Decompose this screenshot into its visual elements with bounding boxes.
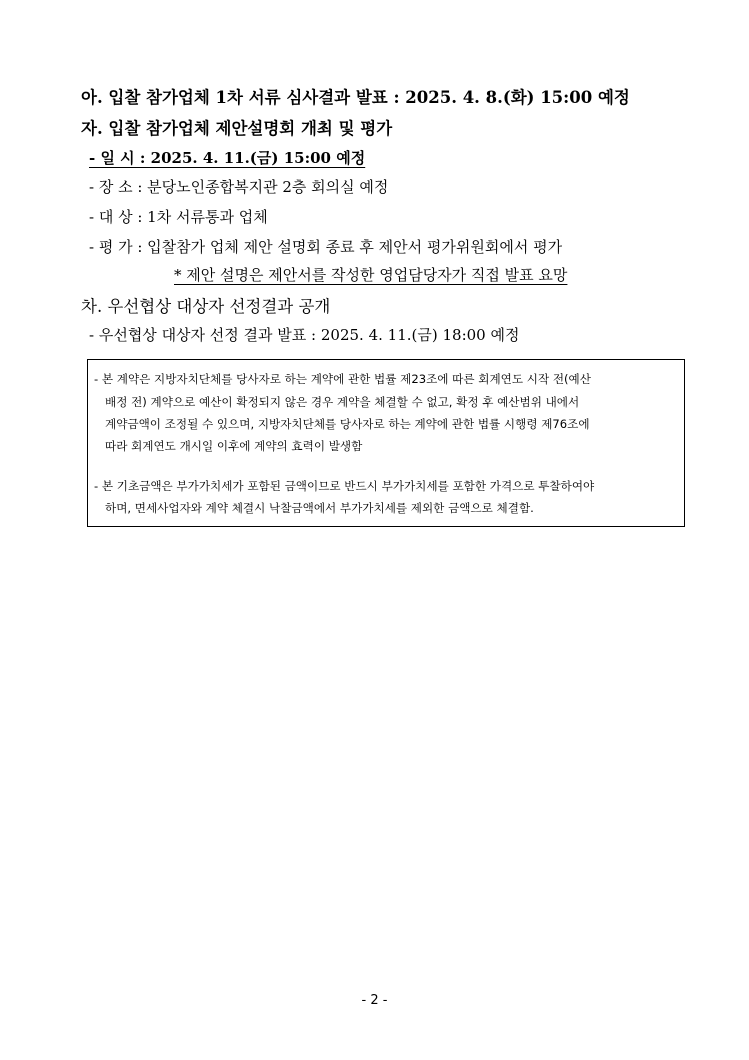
section-ja-note: * 제안 설명은 제안서를 작성한 영업담당자가 직접 발표 요망 bbox=[174, 266, 568, 284]
section-cha-heading: 차. 우선협상 대상자 선정결과 공개 bbox=[81, 297, 331, 316]
notice-line: 따라 회계연도 개시일 이후에 계약의 효력이 발생함 bbox=[105, 439, 363, 453]
notice-line: 배정 전) 계약으로 예산이 확정되지 않은 경우 계약을 체결할 수 없고, 확정 후 예산범위 내에서 bbox=[105, 395, 580, 409]
notice-line: - 본 계약은 지방자치단체를 당사자로 하는 계약에 관한 법률 제23조에 따른 회계연도 시작 전(예산 bbox=[94, 372, 591, 386]
notice-line: 계약금액이 조정될 수 있으며, 지방자치단체를 당사자로 하는 계약에 관한 법률 시행령 제76조에 bbox=[105, 417, 590, 431]
notice-line: 하며, 면세사업자와 계약 체결시 낙찰금액에서 부가가치세를 제외한 금액으로 체결함. bbox=[105, 501, 534, 515]
section-a-heading: 아. 입찰 참가업체 1차 서류 심사결과 발표 : 2025. 4. 8.(화) 15:00 예정 bbox=[81, 88, 630, 107]
notice-box bbox=[87, 359, 685, 527]
section-ja-heading: 자. 입찰 참가업체 제안설명회 개최 및 평가 bbox=[81, 119, 393, 138]
section-ja-item-target: - 대 상 : 1차 서류통과 업체 bbox=[89, 208, 268, 226]
section-ja-item-evaluation: - 평 가 : 입찰참가 업체 제안 설명회 종료 후 제안서 평가위원회에서 평가 bbox=[89, 238, 563, 256]
page-number: - 2 - bbox=[361, 993, 388, 1008]
section-ja-item-location: - 장 소 : 분당노인종합복지관 2층 회의실 예정 bbox=[89, 178, 389, 196]
notice-line: - 본 기초금액은 부가가치세가 포함된 금액이므로 반드시 부가가치세를 포함한 가격으로 투찰하여야 bbox=[94, 479, 595, 493]
section-ja-item-schedule: - 일 시 : 2025. 4. 11.(금) 15:00 예정 bbox=[89, 149, 366, 167]
section-cha-item-announcement: - 우선협상 대상자 선정 결과 발표 : 2025. 4. 11.(금) 18:00 예정 bbox=[89, 326, 520, 344]
